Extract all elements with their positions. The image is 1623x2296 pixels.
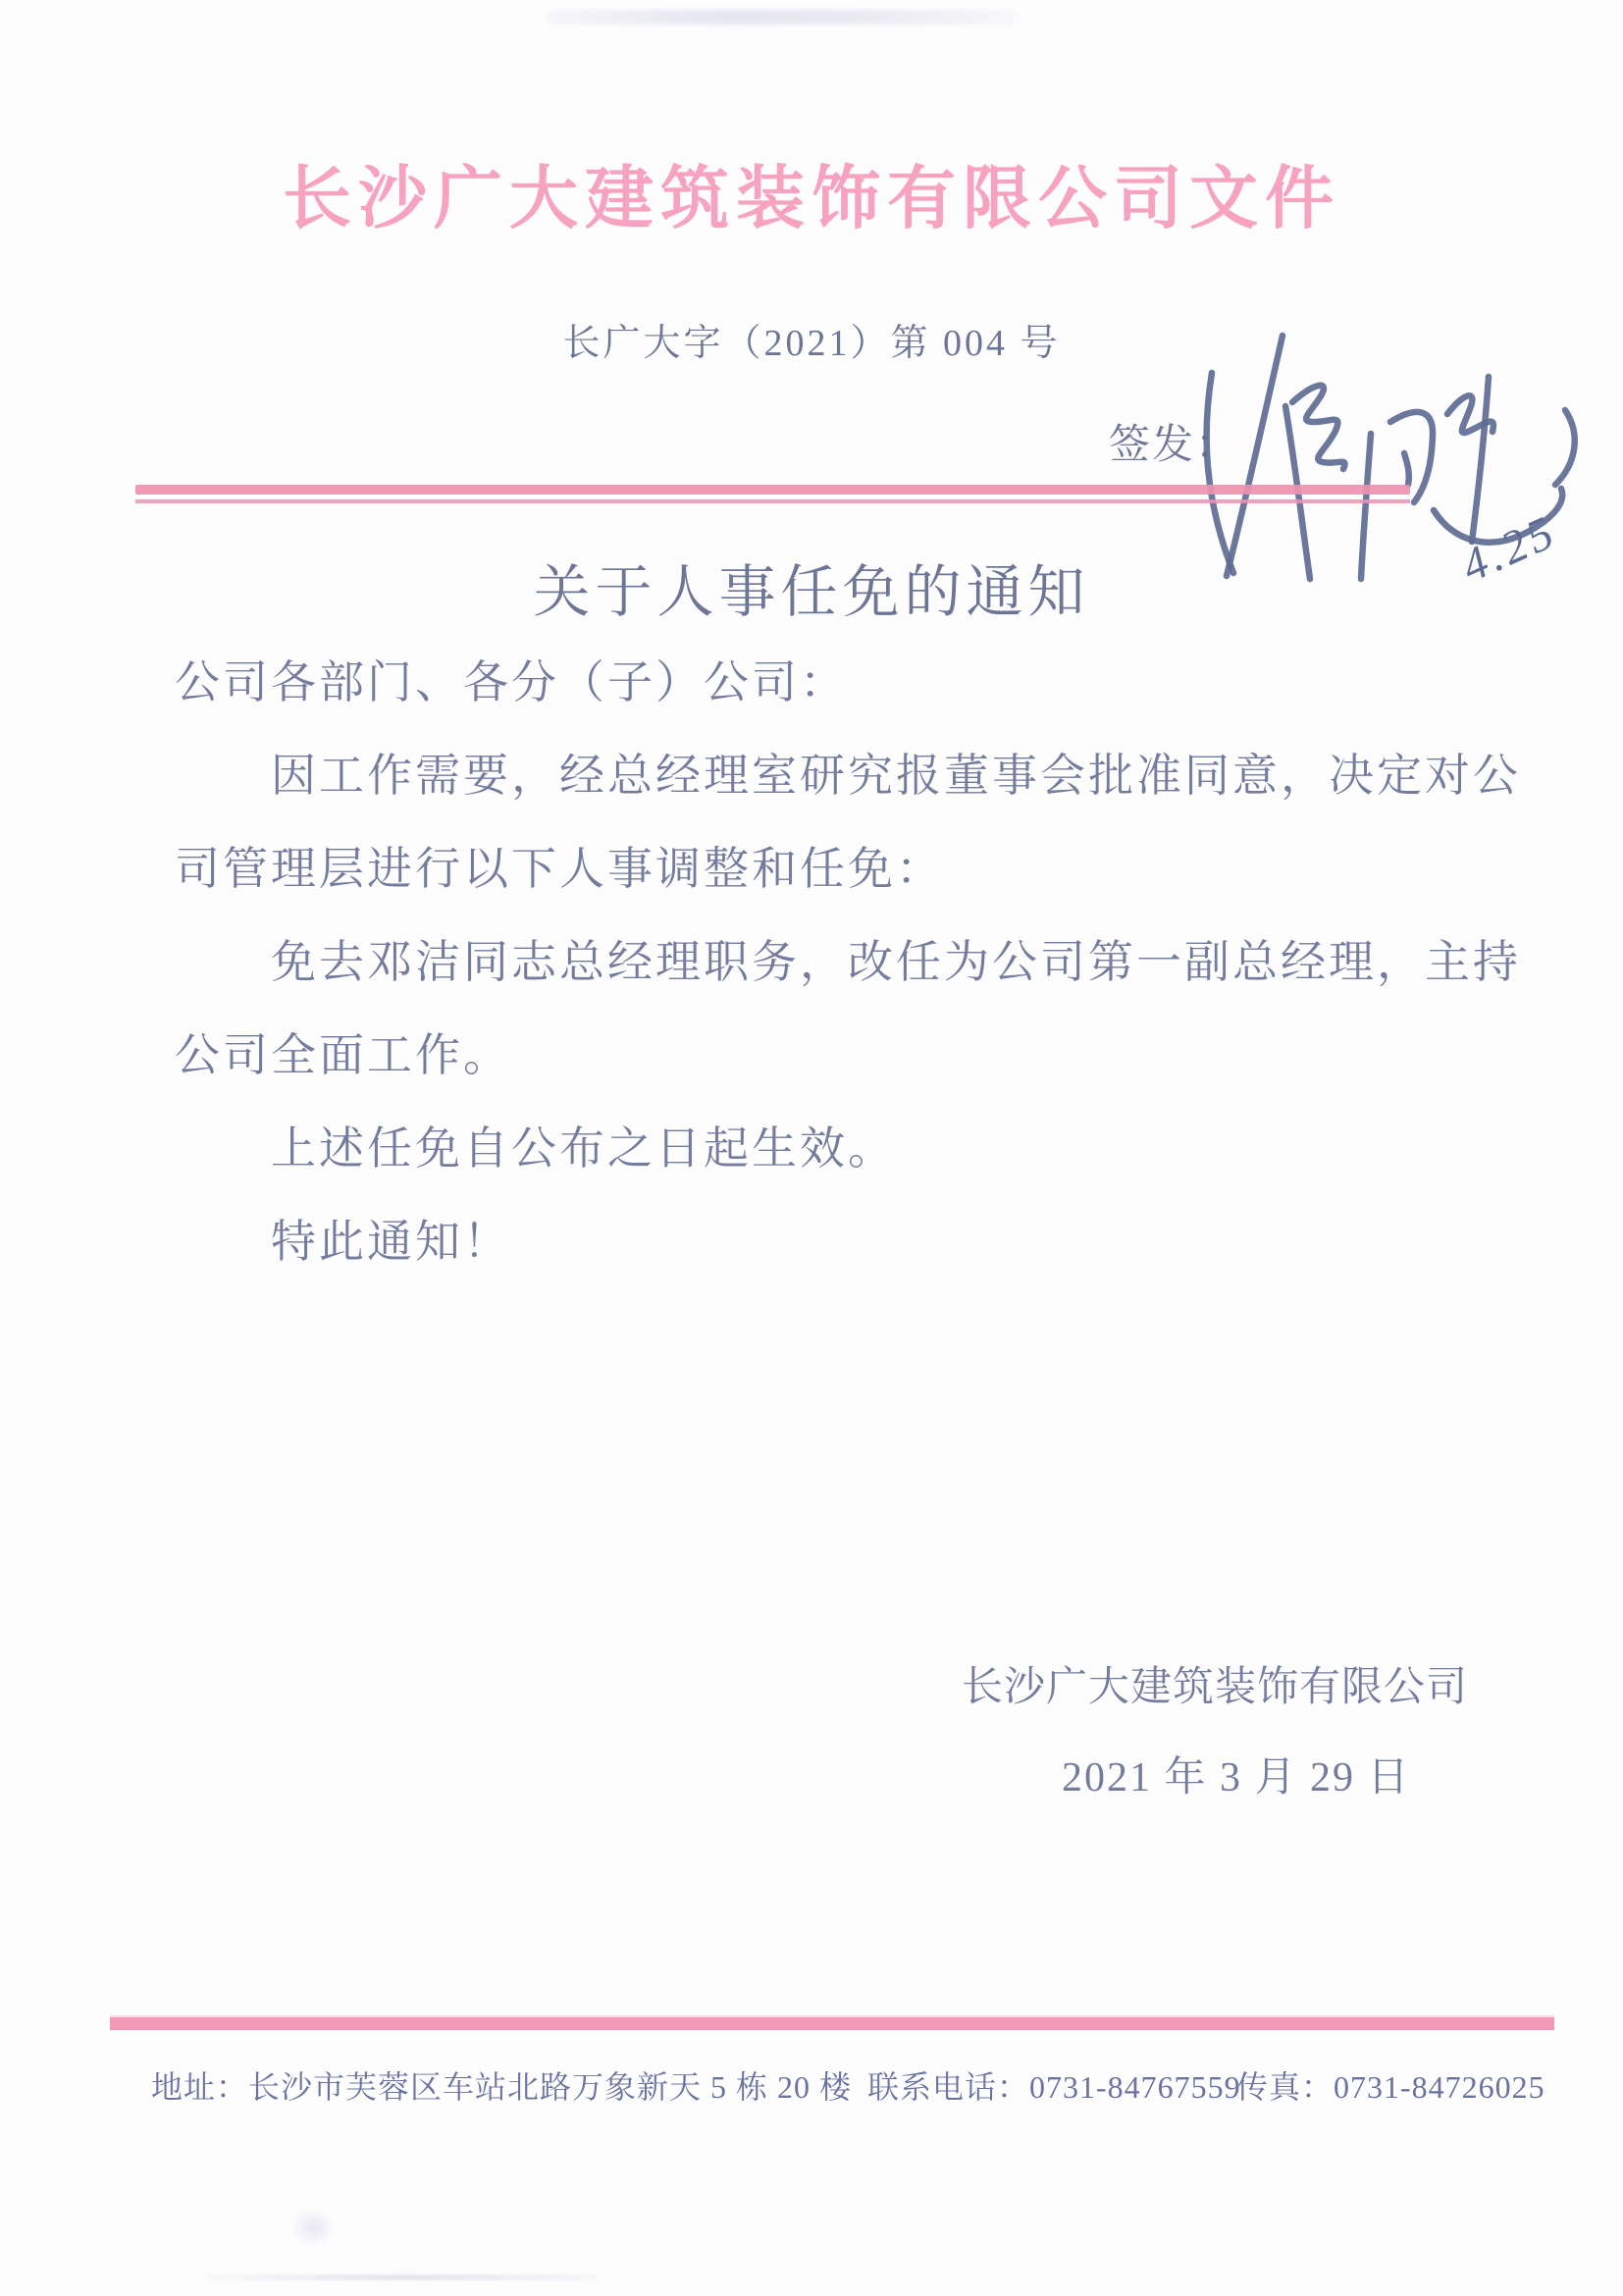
body-line: 因工作需要，经总经理室研究报董事会批准同意，决定对公 xyxy=(271,751,1521,801)
signature-stroke xyxy=(1555,410,1575,485)
body-line-closing-phrase: 特此通知！ xyxy=(271,1217,511,1267)
scan-artifact-top xyxy=(546,10,1017,25)
scan-artifact-smudge xyxy=(290,2208,336,2247)
footer-address: 地址：长沙市芙蓉区车站北路万象新天 5 栋 20 楼 xyxy=(151,2069,853,2105)
letterhead-title: 长沙广大建筑装饰有限公司文件 xyxy=(283,162,1340,237)
body-line: 上述任免自公布之日起生效。 xyxy=(271,1123,896,1174)
body-line: 公司全面工作。 xyxy=(175,1030,511,1080)
issuer-label: 签发： xyxy=(1109,423,1239,468)
doc-number: 长广大字（2021）第 004 号 xyxy=(562,323,1061,364)
signature-date-note: 4.25 xyxy=(1453,504,1565,594)
signature-stroke xyxy=(1404,453,1409,485)
footer-phone: 联系电话：0731-84767559 xyxy=(867,2069,1241,2105)
body-line: 免去邓洁同志总经理职务，改任为公司第一副总经理，主持 xyxy=(271,937,1521,987)
signature-stroke xyxy=(1207,373,1233,573)
notice-heading: 关于人事任免的通知 xyxy=(533,560,1090,624)
letterhead-rule-thin xyxy=(135,499,1410,503)
notice-body xyxy=(175,636,1521,1288)
signature-stroke xyxy=(1227,336,1283,576)
footer-fax: 传真：0731-84726025 xyxy=(1236,2069,1545,2105)
letterhead-rule-thick xyxy=(135,485,1410,495)
scan-artifact-bottom xyxy=(206,2274,599,2280)
closing-date: 2021 年 3 月 29 日 xyxy=(1062,1755,1411,1800)
closing-company-name: 长沙广大建筑装饰有限公司 xyxy=(962,1665,1469,1710)
body-line: 司管理层进行以下人事调整和任免： xyxy=(175,844,944,894)
footer-rule xyxy=(110,2017,1554,2030)
signature-stroke xyxy=(1292,386,1345,469)
body-line-salutation: 公司各部门、各分（子）公司： xyxy=(175,657,848,707)
